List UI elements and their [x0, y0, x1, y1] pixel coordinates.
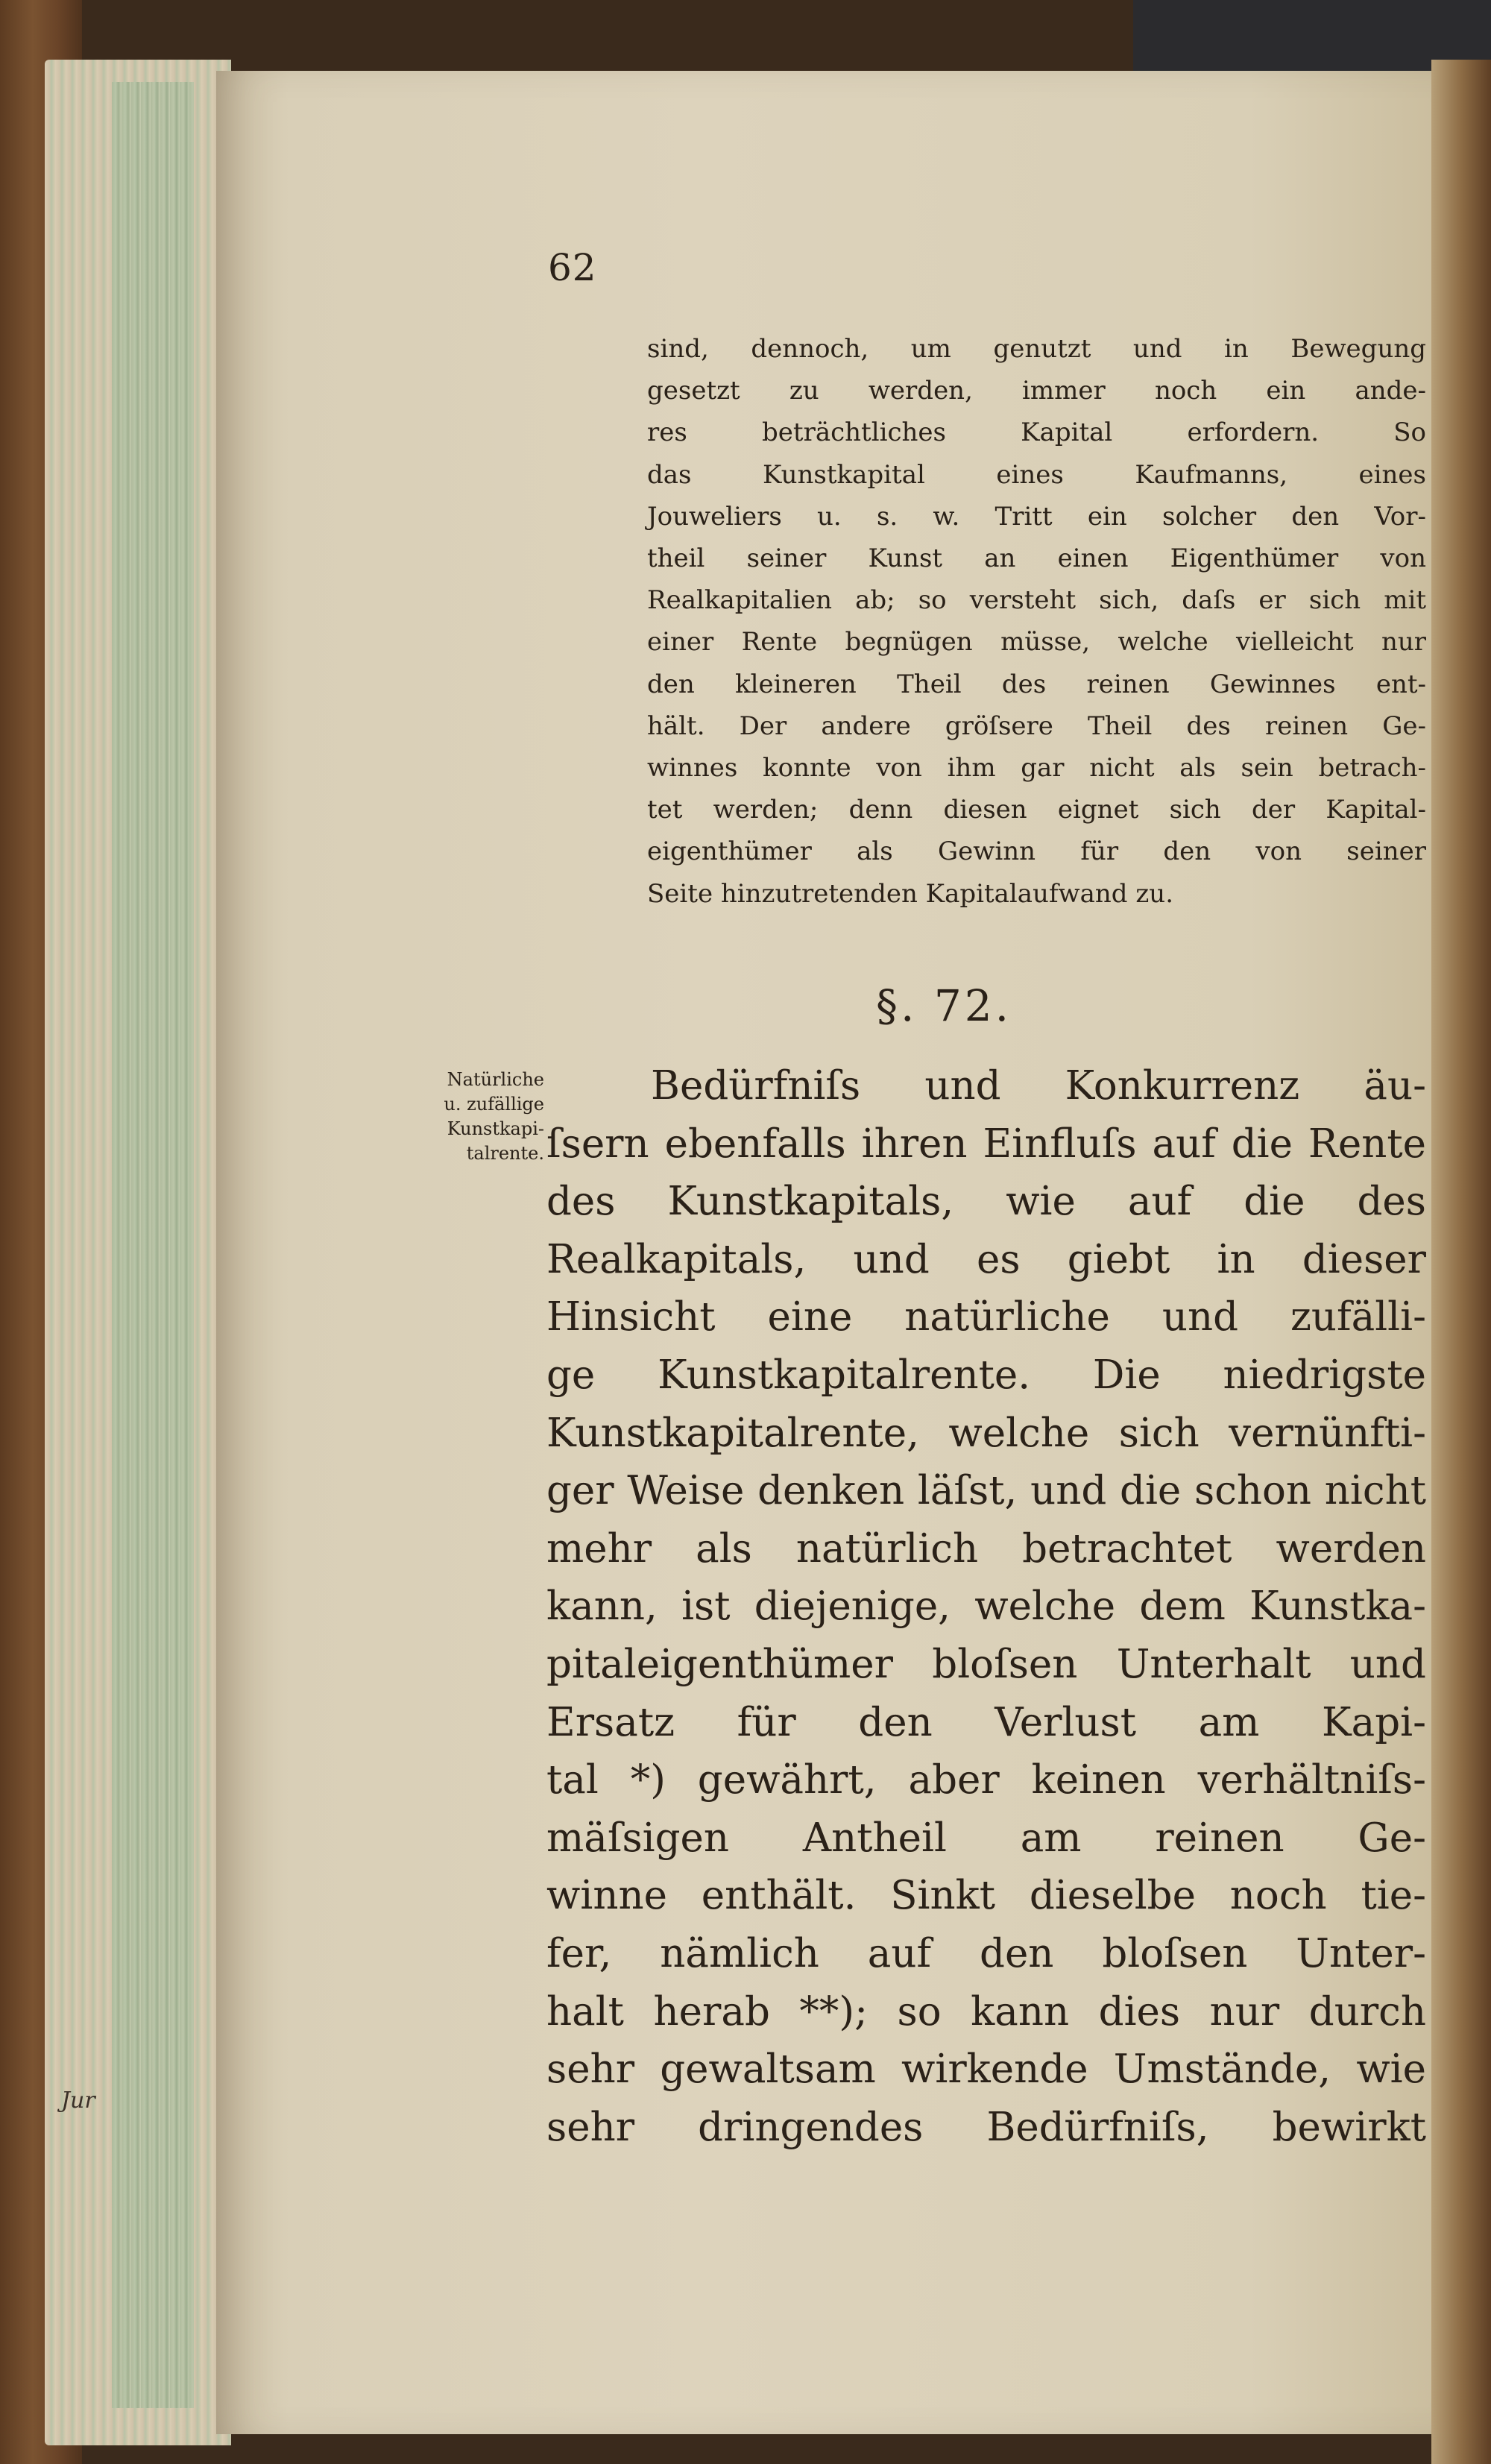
body-line: Kunstkapitalrente, welche sich vernünfti-	[546, 1410, 1426, 1456]
margin-note-line: Kunstkapi-	[447, 1118, 544, 1139]
margin-note-line: u. zufällige	[444, 1094, 544, 1115]
body-line: mehr als natürlich betrachtet werden	[546, 1525, 1426, 1572]
body-line: halt herab **); so kann dies nur durch	[546, 1988, 1426, 2035]
body-line: winne enthält. Sinkt dieselbe noch tie-	[546, 1873, 1426, 1919]
footnote-line: theil seiner Kunst an einen Eigenthümer von	[647, 543, 1426, 574]
body-line: ſsern ebenfalls ihren Einfluſs auf die Rente	[546, 1121, 1426, 1167]
footnote-line: den kleineren Theil des reinen Gewinnes ent-	[647, 669, 1426, 699]
footnote-line: gesetzt zu werden, immer noch ein ande-	[647, 376, 1426, 406]
page-number: 62	[548, 246, 597, 289]
margin-note	[388, 1068, 544, 1166]
body-line: Hinsicht eine natürliche und zufälli-	[546, 1294, 1426, 1340]
body-line: fer, nämlich auf den bloſsen Unter-	[546, 1930, 1426, 1976]
body-line: ge Kunstkapitalrente. Die niedrigste	[546, 1352, 1426, 1398]
body-line: kann, ist diejenige, welche dem Kunstka-	[546, 1584, 1426, 1630]
footnote-line: eigenthümer als Gewinn für den von seiner	[647, 836, 1426, 867]
body-line: sehr gewaltsam wirkende Umstände, wie	[546, 2046, 1426, 2093]
body-line: ger Weise denken läſst, und die schon nicht	[546, 1468, 1426, 1514]
body-text	[546, 1057, 1426, 2156]
body-line: mäſsigen Antheil am reinen Ge-	[546, 1815, 1426, 1861]
margin-note-line: talrente.	[466, 1143, 544, 1164]
pencil-annotation: Jur	[61, 2088, 95, 2114]
footnote-line: Jouweliers u. s. w. Tritt ein solcher den Vor-	[647, 501, 1426, 532]
margin-note-line: Natürliche	[447, 1069, 544, 1090]
footnote-line: Seite hinzutretenden Kapitalaufwand zu.	[647, 878, 1173, 909]
footnote-line: hält. Der andere gröſsere Theil des reinen Ge-	[647, 710, 1426, 741]
body-line: Realkapitals, und es giebt in dieser	[546, 1236, 1426, 1282]
footnote-line: sind, dennoch, um genutzt und in Bewegung	[647, 334, 1426, 364]
section-heading: §. 72.	[876, 980, 1012, 1031]
footnote-continuation	[647, 328, 1426, 915]
page-edges-tint	[112, 82, 194, 2408]
footnote-line: tet werden; denn diesen eignet sich der Kapital-	[647, 795, 1426, 825]
footnote-line: Realkapitalien ab; so versteht sich, daſs er sich mit	[647, 585, 1426, 616]
body-line: tal *) gewährt, aber keinen verhältniſs-	[546, 1757, 1426, 1803]
footnote-line: das Kunstkapital eines Kaufmanns, eines	[647, 459, 1426, 490]
body-line: des Kunstkapitals, wie auf die des	[546, 1179, 1426, 1225]
book-cover-right	[1431, 60, 1491, 2464]
footnote-line: winnes konnte von ihm gar nicht als sein betrach-	[647, 753, 1426, 784]
body-line: Bedürfniſs und Konkurrenz äu-	[651, 1063, 1426, 1109]
footnote-line: einer Rente begnügen müsse, welche vielleicht nur	[647, 627, 1426, 658]
body-line: Ersatz für den Verlust am Kapi-	[546, 1699, 1426, 1745]
footnote-line: res beträchtliches Kapital erfordern. So	[647, 418, 1426, 448]
body-line: sehr dringendes Bedürfniſs, bewirkt	[546, 2104, 1426, 2150]
body-line: pitaleigenthümer bloſsen Unterhalt und	[546, 1641, 1426, 1687]
